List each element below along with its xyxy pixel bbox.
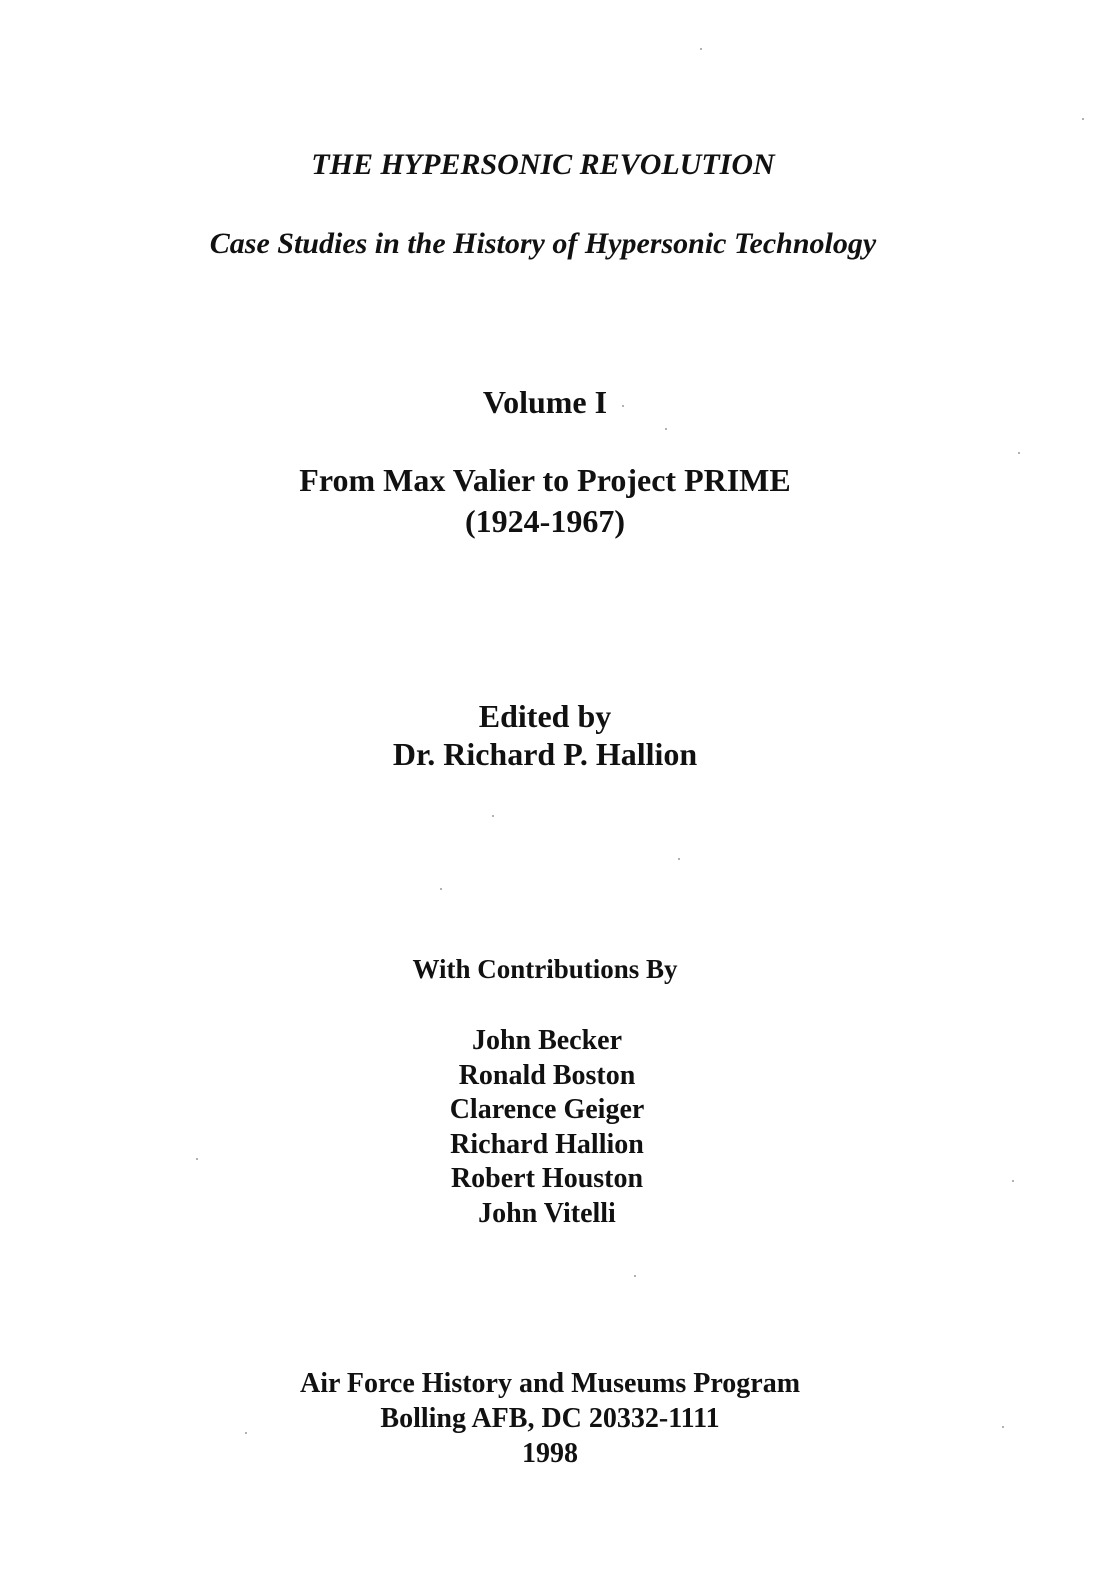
- editor-name: Dr. Richard P. Hallion: [392, 736, 698, 772]
- series-subtitle: Case Studies in the History of Hypersonic Technology: [209, 227, 877, 260]
- scan-speck: [1082, 118, 1084, 120]
- scan-speck: [665, 428, 667, 430]
- scan-speck: [196, 1158, 198, 1160]
- volume-years: (1924-1967): [465, 503, 625, 539]
- volume-number: Volume I: [482, 384, 608, 420]
- scan-speck: [634, 1275, 636, 1277]
- contributor-name: Robert Houston: [450, 1163, 644, 1195]
- scan-speck: [1012, 1180, 1014, 1182]
- scan-speck: [678, 858, 680, 860]
- scan-speck: [1018, 452, 1020, 454]
- publisher-name: Air Force History and Museums Program: [299, 1368, 801, 1399]
- scan-speck: [245, 1432, 247, 1434]
- volume-title: From Max Valier to Project PRIME: [299, 462, 791, 498]
- publisher-address: Bolling AFB, DC 20332-1111: [380, 1403, 720, 1434]
- contributor-name: John Becker: [471, 1025, 623, 1056]
- contributions-heading: With Contributions By: [412, 954, 678, 984]
- series-title: THE HYPERSONIC REVOLUTION: [311, 148, 775, 181]
- contributor-name: Clarence Geiger: [449, 1094, 645, 1126]
- contributor-list: [0, 1024, 1102, 1232]
- publication-year: 1998: [522, 1438, 578, 1469]
- contributor-name: Richard Hallion: [450, 1128, 644, 1160]
- scan-speck: [622, 405, 624, 407]
- scan-speck: [440, 888, 442, 890]
- scan-speck: [492, 815, 494, 817]
- contributor-name: John Vitelli: [478, 1197, 616, 1229]
- scan-speck: [700, 48, 702, 50]
- contributor-name: Ronald Boston: [458, 1059, 636, 1091]
- edited-by-label: Edited by: [478, 698, 612, 734]
- scan-speck: [1002, 1426, 1004, 1428]
